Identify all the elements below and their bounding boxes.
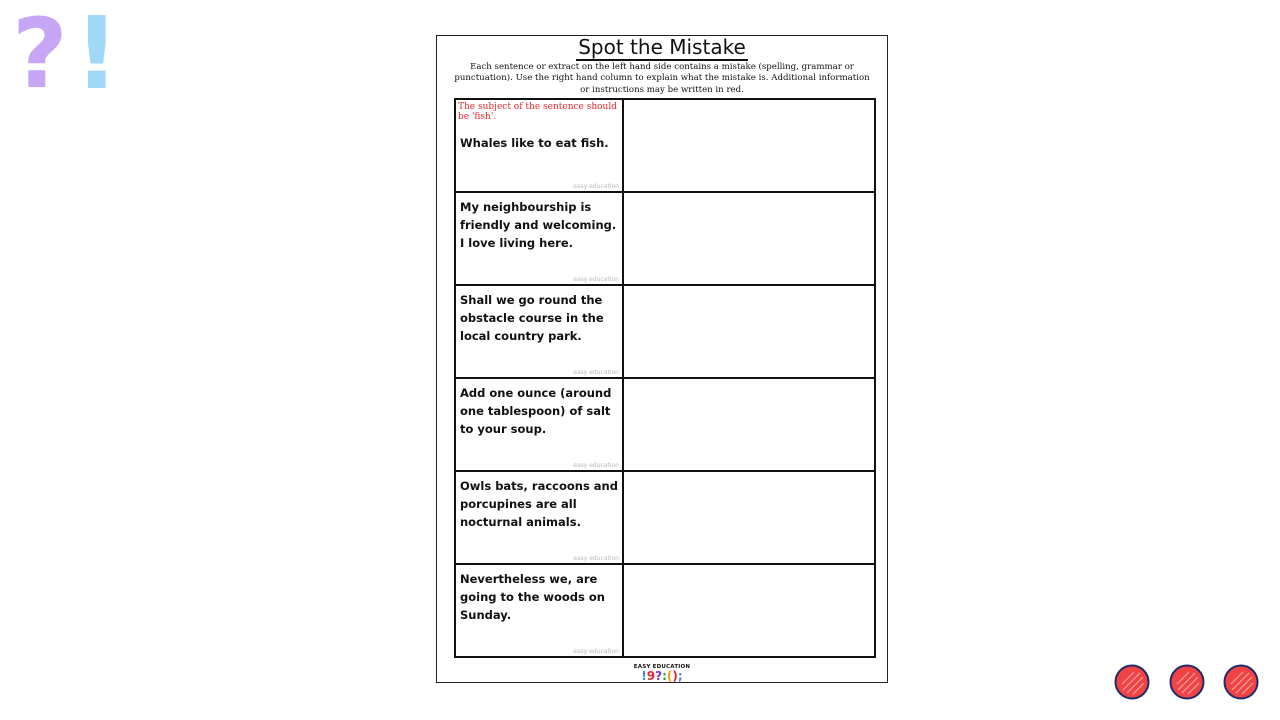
question-mark-icon: ? <box>12 0 68 110</box>
sentence-cell <box>456 379 624 470</box>
table-row <box>456 379 874 472</box>
mark-glyph: 9 <box>646 669 656 683</box>
mistake-table <box>454 98 876 658</box>
sentence-text: Nevertheless we, are going to the woods on Sunday. <box>460 572 605 622</box>
explanation-cell[interactable] <box>624 472 874 563</box>
watermark: easy education <box>573 183 619 190</box>
red-dot-icon <box>1114 664 1150 700</box>
worksheet-title <box>437 36 887 58</box>
table-row <box>456 193 874 286</box>
table-row <box>456 472 874 565</box>
sentence-text: Shall we go round the obstacle course in the local country park. <box>460 293 604 343</box>
explanation-cell[interactable] <box>624 565 874 656</box>
worksheet-title-text: Spot the Mistake <box>578 35 746 59</box>
sentence-cell <box>456 472 624 563</box>
watermark: easy education <box>573 369 619 376</box>
mark-glyph: ; <box>677 669 683 683</box>
watermark: easy education <box>573 462 619 469</box>
sentence-text: Owls bats, raccoons and porcupines are all nocturnal animals. <box>460 479 618 529</box>
easy-education-logo <box>437 664 887 682</box>
red-instruction-note: The subject of the sentence should be 'fish'. <box>458 102 617 122</box>
watermark: easy education <box>573 276 619 283</box>
worksheet-page <box>436 35 888 683</box>
mark-glyph: ! <box>641 669 647 683</box>
table-row <box>456 100 874 193</box>
sentence-cell <box>456 286 624 377</box>
explanation-cell[interactable] <box>624 379 874 470</box>
red-dot-icon <box>1169 664 1205 700</box>
sentence-cell <box>456 193 624 284</box>
sentence-cell <box>456 565 624 656</box>
watermark: easy education <box>573 555 619 562</box>
explanation-cell[interactable] <box>624 100 874 191</box>
table-row <box>456 565 874 656</box>
punctuation-marks-icon <box>437 670 887 682</box>
watermark: easy education <box>573 648 619 655</box>
red-dot-icon <box>1223 664 1259 700</box>
footer-brand: EASY EDUCATION <box>633 664 691 670</box>
mark-glyph: ( <box>666 669 673 683</box>
explanation-cell[interactable] <box>624 193 874 284</box>
table-row <box>456 286 874 379</box>
explanation-cell[interactable] <box>624 286 874 377</box>
mark-glyph: ? <box>655 669 663 683</box>
worksheet-instructions: Each sentence or extract on the left hand side contains a mistake (spelling, grammar or punctuation). Use the right hand column to explain what the mistake is. Additional information or instructions may be written in red. <box>454 62 870 95</box>
sentence-text: Add one ounce (around one tablespoon) of salt to your soup. <box>460 386 612 436</box>
sentence-cell <box>456 100 624 191</box>
sentence-text: My neighbourship is friendly and welcoming. I love living here. <box>460 200 617 250</box>
exclamation-mark-icon: ! <box>74 0 120 112</box>
mark-glyph: : <box>662 669 667 683</box>
mark-glyph: ) <box>672 669 678 683</box>
sentence-text: Whales like to eat fish. <box>460 136 609 150</box>
question-exclamation-logo <box>12 0 122 112</box>
